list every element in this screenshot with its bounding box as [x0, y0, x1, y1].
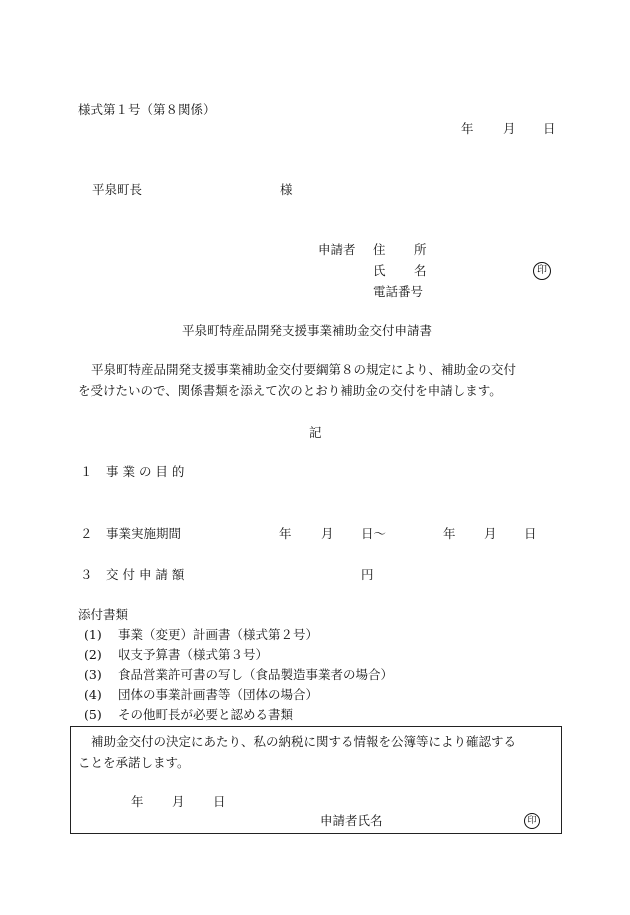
date-day-label: 日 [543, 121, 556, 136]
attachment-number: (4) [84, 687, 102, 702]
applicant-label: 申請者 [318, 242, 356, 257]
body-line-2: を受けたいので、関係書類を添えて次のとおり補助金の交付を申請します。 [78, 383, 502, 398]
item-2-number: ２ [80, 526, 93, 541]
attachment-text: 収支予算書（様式第３号） [118, 647, 269, 662]
form-number: 様式第１号（第８関係） [78, 102, 216, 117]
item-2-label: 事業実施期間 [106, 526, 182, 541]
applicant-seal-mark: 印 [533, 262, 551, 280]
item-3-label: 交 付 申 請 額 [106, 567, 185, 582]
period-from-year: 年 [279, 526, 292, 541]
name-label-2: 名 [414, 263, 427, 278]
addressee-name: 平泉町長 [92, 182, 143, 197]
address-label-2: 所 [414, 242, 427, 257]
ki-heading: 記 [309, 425, 322, 440]
name-label-1: 氏 [373, 263, 386, 278]
item-1-number: １ [80, 464, 93, 479]
signature-seal-mark: 印 [524, 813, 540, 829]
date-year-label: 年 [461, 121, 474, 136]
period-to-day: 日 [524, 526, 537, 541]
consent-date-day: 日 [213, 794, 226, 809]
signature-label: 申請者氏名 [320, 813, 383, 828]
phone-label: 電話番号 [373, 284, 424, 299]
attachment-text: 団体の事業計画書等（団体の場合） [118, 687, 319, 702]
period-from-day: 日〜 [361, 526, 387, 541]
attachment-number: (5) [84, 707, 102, 722]
body-line-1: 平泉町特産品開発支援事業補助金交付要綱第８の規定により、補助金の交付 [91, 362, 517, 377]
item-3-number: ３ [80, 567, 93, 582]
attachment-number: (1) [84, 627, 102, 642]
attachments-title: 添付書類 [78, 607, 129, 622]
amount-unit: 円 [361, 567, 374, 582]
item-1-label: 事 業 の 目 的 [106, 464, 185, 479]
attachment-text: 食品営業許可書の写し（食品製造事業者の場合） [118, 667, 394, 682]
consent-line-2: ことを承諾します。 [78, 755, 190, 770]
consent-date-year: 年 [131, 794, 144, 809]
address-label-1: 住 [373, 242, 386, 257]
consent-date-month: 月 [172, 794, 185, 809]
period-to-year: 年 [443, 526, 456, 541]
attachment-text: その他町長が必要と認める書類 [118, 707, 294, 722]
period-from-month: 月 [321, 526, 334, 541]
attachment-number: (3) [84, 667, 102, 682]
date-month-label: 月 [503, 121, 516, 136]
attachment-text: 事業（変更）計画書（様式第２号） [118, 627, 319, 642]
period-to-month: 月 [484, 526, 497, 541]
consent-line-1: 補助金交付の決定にあたり、私の納税に関する情報を公簿等により確認する [91, 734, 517, 749]
document-title: 平泉町特産品開発支援事業補助金交付申請書 [182, 323, 433, 338]
attachment-number: (2) [84, 647, 102, 662]
addressee-honorific: 様 [280, 182, 293, 197]
